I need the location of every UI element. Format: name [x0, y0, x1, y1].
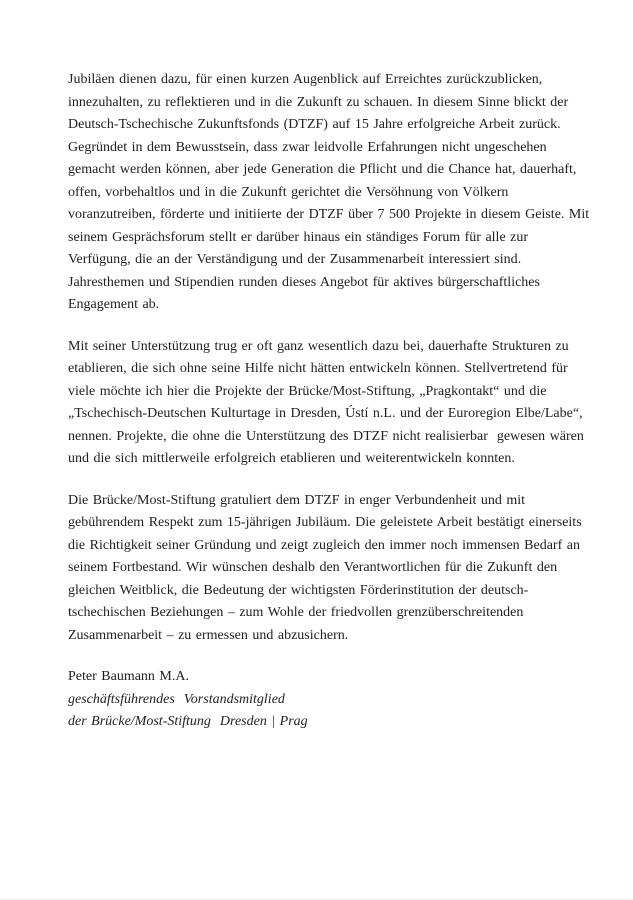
signature-name: Peter Baumann M.A. — [68, 669, 189, 684]
signature-block — [68, 666, 598, 734]
paragraph-jubilee-intro: Jubiläen dienen dazu, für einen kurzen Augenblick auf Erreichtes zurückzublicken, innezuhalten, zu reflektieren und in die Zukunft zu schauen. In diesem Sinne blickt der Deutsch-Tschechische Zukunftsfonds (DTZF) auf 15 Jahre erfolgreiche Arbeit zurück. Gegründet in dem Bewusstsein, dass zwar leidvolle Erfahrungen nicht ungeschehen gemacht werden können, aber jede Generation die Pflicht und die Chance hat, dauerhaft, offen, vorbehaltlos und in die Zukunft gerichtet die Versöhnung von Völkern voranzutreiben, förderte und initiierte der DTZF über 7 500 Projekte in diesem Geiste. Mit seinem Gesprächsforum stellt er darüber hinaus ein ständiges Forum für alle zur Verfügung, die an der Verständigung und der Zusammenarbeit interessiert sind. Jahresthemen und Stipendien runden dieses Angebot für aktives bürgerschaftliches Engagement ab. — [68, 72, 590, 312]
paragraph-congratulations: Die Brücke/Most-Stiftung gratuliert dem DTZF in enger Verbundenheit und mit gebührendem Respekt zum 15-jährigen Jubiläum. Die geleistete Arbeit bestätigt einerseits die Richtigkeit seiner Gründung und zeigt zugleich den immer noch immensen Bedarf an seinem Fortbestand. Wir wünschen deshalb den Verantwortlichen für die Zukunft den gleichen Weitblick, die Bedeutung der wichtigsten Förderinstitution der deutsch- tschechischen Beziehungen – zum Wohle der friedvollen grenzüberschreitenden Zusammenarbeit – zu ermessen und abzusichern. — [68, 492, 582, 643]
document-body — [68, 69, 598, 647]
signature-role: geschäftsführendes Vorstandsmitglied — [68, 691, 285, 707]
document-page — [68, 69, 598, 734]
paragraph-support-projects: Mit seiner Unterstützung trug er oft ganz wesentlich dazu bei, dauerhafte Strukturen zu etablieren, die sich ohne seine Hilfe nicht hätten entwickeln können. Stellvertretend für viele möchte ich hier die Projekte der Brücke/Most-Stiftung, „Pragkontakt“ und die „Tschechisch-Deutschen Kulturtage in Dresden, Ústí n.L. und der Euroregion Elbe/Labe“, nennen. Projekte, die ohne die Unterstützung des DTZF nicht realisierbar gewesen wären und die sich mittlerweile erfolgreich etablieren und weiterentwickeln konnten. — [68, 338, 584, 466]
signature-organization: der Brücke/Most-Stiftung Dresden | Prag — [68, 714, 308, 729]
